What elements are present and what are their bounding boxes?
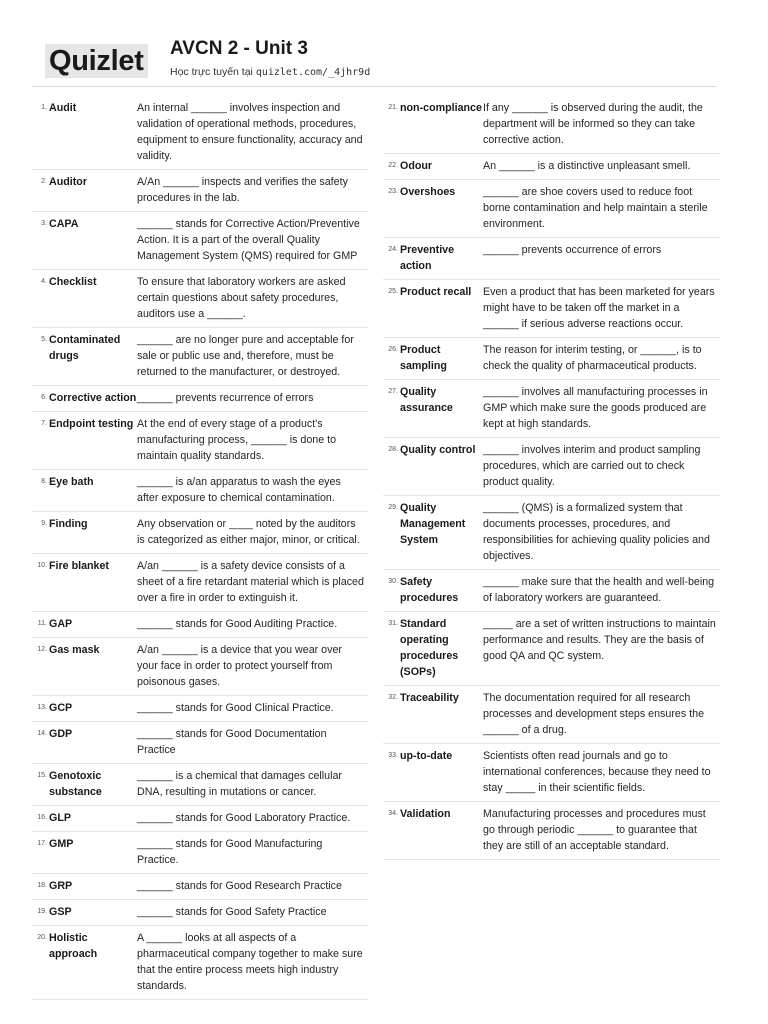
term-word: Corrective action: [49, 392, 137, 404]
term-row: [32, 212, 368, 270]
term-row: [32, 874, 368, 900]
term-definition: A/an ______ is a safety device consists of a sheet of a fire retardant material which is placed over a fire in order to extinguish it.: [137, 560, 364, 604]
term-row: [32, 806, 368, 832]
term-number: 13.: [37, 704, 47, 711]
term-row: [32, 470, 368, 512]
term-row: [32, 926, 368, 1000]
term-word: CAPA: [49, 218, 79, 230]
term-row: [32, 554, 368, 612]
term-number: 30.: [388, 578, 398, 585]
term-row: [32, 270, 368, 328]
term-number: 24.: [388, 246, 398, 253]
term-definition: ______ stands for Good Safety Practice: [137, 906, 327, 918]
term-definition: At the end of every stage of a product's manufacturing process, ______ is done to maintain quality standards.: [137, 418, 337, 462]
term-definition: ______ is a/an apparatus to wash the eyes after exposure to chemical contamination.: [137, 476, 341, 504]
term-definition: ______ stands for Corrective Action/Preventive Action. It is a part of the overall Quality Management System (QMS) required for GMP: [137, 218, 360, 262]
term-list-left: [32, 96, 368, 1000]
term-row: [383, 280, 720, 338]
term-number: 15.: [37, 772, 47, 779]
term-number: 8.: [41, 478, 47, 485]
term-number: 27.: [388, 388, 398, 395]
term-number: 26.: [388, 346, 398, 353]
term-row: [32, 512, 368, 554]
term-definition: Any observation or ____ noted by the auditors is categorized as either major, minor, or critical.: [137, 518, 360, 546]
term-number: 12.: [37, 646, 47, 653]
term-definition: An internal ______ involves inspection and validation of operational methods, procedures, equipment to ensure functionality, accuracy and validity.: [137, 102, 363, 162]
term-word: Fire blanket: [49, 560, 109, 572]
term-definition: ______ stands for Good Clinical Practice.: [137, 702, 334, 714]
term-definition: ______ stands for Good Research Practice: [137, 880, 342, 892]
term-word: Audit: [49, 102, 77, 114]
term-row: [383, 180, 720, 238]
term-number: 9.: [41, 520, 47, 527]
term-row: [383, 238, 720, 280]
term-number: 11.: [37, 620, 47, 627]
term-number: 2.: [41, 178, 47, 185]
term-list-right: [383, 96, 720, 860]
header-divider: [32, 86, 716, 87]
term-number: 23.: [388, 188, 398, 195]
term-number: 5.: [41, 336, 47, 343]
term-row: [32, 412, 368, 470]
term-word: non-compliance: [400, 102, 482, 114]
term-word: Quality control: [400, 444, 476, 456]
term-word: Validation: [400, 808, 451, 820]
term-number: 20.: [37, 934, 47, 941]
term-row: [32, 638, 368, 696]
term-number: 18.: [37, 882, 47, 889]
term-word: GMP: [49, 838, 74, 850]
term-number: 29.: [388, 504, 398, 511]
term-row: [32, 900, 368, 926]
term-definition: ______ are no longer pure and acceptable for sale or public use and, therefore, must be returned to the manufacturer, or destroyed.: [137, 334, 354, 378]
term-word: Product recall: [400, 286, 472, 298]
term-definition: Manufacturing processes and procedures must go through periodic ______ to guarantee that they are still of an acceptable standard.: [483, 808, 706, 852]
term-word: Auditor: [49, 176, 87, 188]
page-subtitle: [170, 66, 370, 78]
term-definition: The documentation required for all research processes and development steps ensures the ______ of a drug.: [483, 692, 705, 736]
term-word: GCP: [49, 702, 73, 714]
term-number: 1.: [41, 104, 47, 111]
term-number: 25.: [388, 288, 398, 295]
term-row: [32, 832, 368, 874]
term-definition: _____ are a set of written instructions to maintain performance and results. They are the basis of good QA and QC system.: [483, 618, 716, 662]
term-word: Genotoxic substance: [49, 770, 102, 798]
term-definition: A/An ______ inspects and verifies the safety procedures in the lab.: [137, 176, 348, 204]
term-word: GLP: [49, 812, 71, 824]
term-definition: ______ involves interim and product sampling procedures, which are carried out to check product quality.: [483, 444, 701, 488]
term-row: [383, 380, 720, 438]
term-definition: An ______ is a distinctive unpleasant smell.: [483, 160, 691, 172]
term-row: [32, 328, 368, 386]
term-definition: ______ is a chemical that damages cellular DNA, resulting in mutations or cancer.: [137, 770, 342, 798]
term-word: GSP: [49, 906, 72, 918]
term-word: Product sampling: [400, 344, 447, 372]
term-row: [32, 696, 368, 722]
term-definition: The reason for interim testing, or ______, is to check the quality of pharmaceutical products.: [483, 344, 702, 372]
term-number: 10.: [37, 562, 47, 569]
term-row: [383, 802, 720, 860]
page-title: AVCN 2 - Unit 3: [170, 38, 308, 59]
term-number: 6.: [41, 394, 47, 401]
term-row: [383, 496, 720, 570]
term-row: [32, 96, 368, 170]
term-definition: A ______ looks at all aspects of a pharmaceutical company together to make sure that the entire process meets high industry standards.: [137, 932, 363, 992]
term-row: [32, 722, 368, 764]
term-number: 28.: [388, 446, 398, 453]
term-word: Standard operating procedures (SOPs): [400, 618, 459, 678]
term-word: Finding: [49, 518, 88, 530]
term-number: 19.: [37, 908, 47, 915]
term-number: 21.: [388, 104, 398, 111]
term-row: [383, 154, 720, 180]
term-word: up-to-date: [400, 750, 453, 762]
term-word: Holistic approach: [49, 932, 98, 960]
term-word: Endpoint testing: [49, 418, 134, 430]
term-row: [32, 386, 368, 412]
term-word: Contaminated drugs: [49, 334, 121, 362]
term-word: Gas mask: [49, 644, 100, 656]
term-row: [383, 686, 720, 744]
term-number: 34.: [388, 810, 398, 817]
term-definition: Scientists often read journals and go to international conferences, because they need to stay _____ in their scientific fields.: [483, 750, 711, 794]
term-row: [32, 612, 368, 638]
term-word: Preventive action: [400, 244, 455, 272]
term-word: GAP: [49, 618, 73, 630]
term-definition: ______ involves all manufacturing processes in GMP which make sure the goods produced are kept at high standards.: [483, 386, 708, 430]
term-word: Safety procedures: [400, 576, 459, 604]
term-number: 17.: [37, 840, 47, 847]
term-number: 33.: [388, 752, 398, 759]
subtitle-prefix: Học trực tuyến tại: [170, 66, 253, 78]
term-row: [32, 764, 368, 806]
term-number: 3.: [41, 220, 47, 227]
term-row: [383, 338, 720, 380]
term-word: Checklist: [49, 276, 97, 288]
term-word: Quality Management System: [400, 502, 466, 546]
term-row: [383, 96, 720, 154]
term-definition: ______ prevents occurrence of errors: [483, 244, 662, 256]
term-number: 32.: [388, 694, 398, 701]
term-word: GRP: [49, 880, 73, 892]
term-definition: A/an ______ is a device that you wear over your face in order to protect yourself from poisonous gases.: [137, 644, 342, 688]
term-definition: ______ (QMS) is a formalized system that documents processes, procedures, and responsibilities for achieving quality policies and objectives.: [483, 502, 710, 562]
term-definition: ______ stands for Good Manufacturing Practice.: [137, 838, 323, 866]
term-number: 14.: [37, 730, 47, 737]
term-word: Odour: [400, 160, 433, 172]
term-row: [383, 612, 720, 686]
term-word: GDP: [49, 728, 73, 740]
term-definition: ______ stands for Good Laboratory Practice.: [137, 812, 351, 824]
subtitle-url[interactable]: quizlet.com/_4jhr9d: [255, 67, 371, 78]
term-number: 16.: [37, 814, 47, 821]
term-definition: To ensure that laboratory workers are asked certain questions about safety procedures, auditors use a ______.: [137, 276, 346, 320]
term-definition: ______ stands for Good Auditing Practice.: [137, 618, 338, 630]
term-definition: ______ stands for Good Documentation Practice: [137, 728, 327, 756]
term-number: 4.: [41, 278, 47, 285]
term-row: [383, 438, 720, 496]
term-definition: ______ prevents recurrence of errors: [137, 392, 314, 404]
quizlet-logo: Quizlet: [45, 44, 148, 78]
term-word: Eye bath: [49, 476, 94, 488]
term-definition: ______ are shoe covers used to reduce foot borne contamination and help maintain a sterile environment.: [483, 186, 708, 230]
term-number: 7.: [41, 420, 47, 427]
term-row: [383, 744, 720, 802]
term-row: [383, 570, 720, 612]
term-row: [32, 170, 368, 212]
term-word: Quality assurance: [400, 386, 453, 414]
term-definition: ______ make sure that the health and well-being of laboratory workers are guaranteed.: [483, 576, 715, 604]
term-number: 31.: [388, 620, 398, 627]
term-definition: If any ______ is observed during the audit, the department will be informed so they can take corrective action.: [483, 102, 703, 146]
term-word: Traceability: [400, 692, 459, 704]
term-definition: Even a product that has been marketed for years might have to be taken off the market in a ______ if serious adverse reactions occur.: [483, 286, 715, 330]
term-word: Overshoes: [400, 186, 456, 198]
term-number: 22.: [388, 162, 398, 169]
